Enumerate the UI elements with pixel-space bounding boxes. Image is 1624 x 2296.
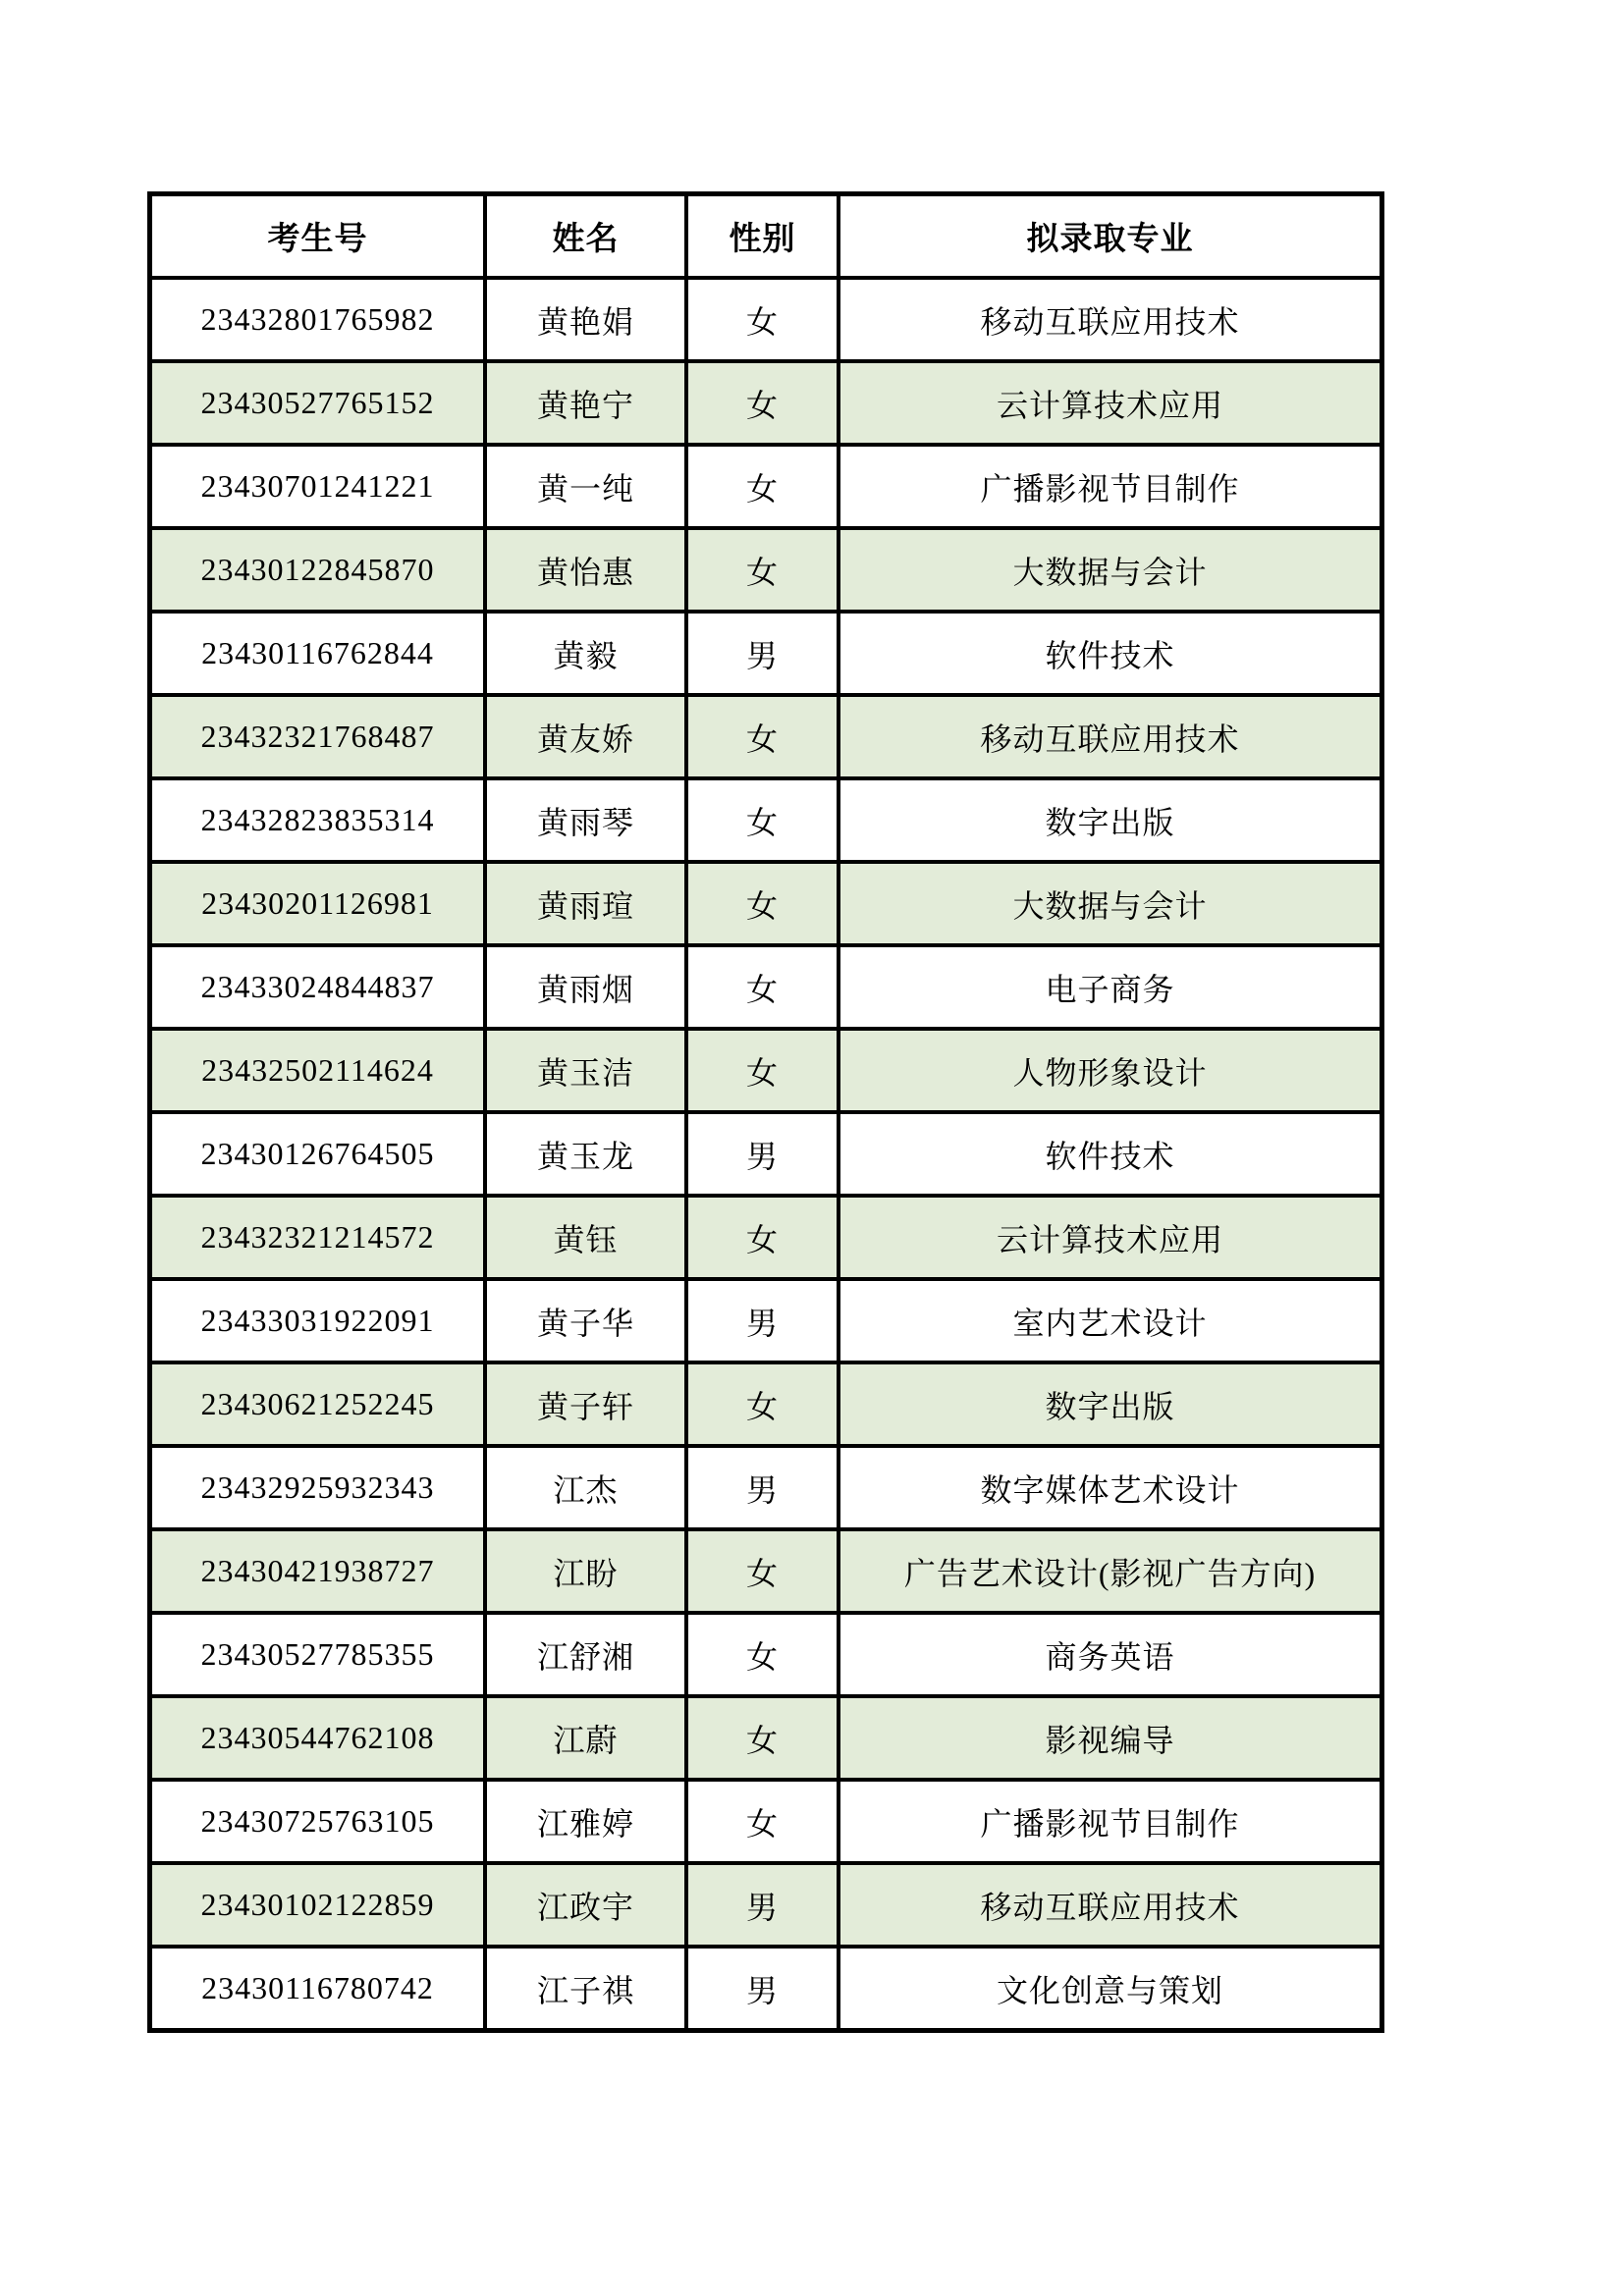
header-exam-id: 考生号: [150, 194, 486, 279]
cell-name: 江雅婷: [485, 1780, 686, 1863]
cell-gender: 男: [686, 1863, 839, 1947]
table-row: [150, 1029, 1382, 1112]
cell-name: 江蔚: [485, 1696, 686, 1780]
table-row: [150, 1696, 1382, 1780]
cell-major: 移动互联应用技术: [839, 1863, 1382, 1947]
cell-exam-id: 23430527785355: [150, 1613, 486, 1696]
cell-name: 黄雨烟: [485, 945, 686, 1029]
table-body: [150, 278, 1382, 2031]
table-row: [150, 278, 1382, 361]
cell-name: 黄怡惠: [485, 528, 686, 612]
cell-name: 黄毅: [485, 612, 686, 695]
cell-name: 江舒湘: [485, 1613, 686, 1696]
cell-name: 黄玉龙: [485, 1112, 686, 1196]
cell-gender: 男: [686, 1112, 839, 1196]
header-row: [150, 194, 1382, 279]
cell-name: 黄子轩: [485, 1362, 686, 1446]
cell-exam-id: 23433024844837: [150, 945, 486, 1029]
cell-exam-id: 23430116762844: [150, 612, 486, 695]
cell-gender: 男: [686, 1446, 839, 1529]
cell-major: 广播影视节目制作: [839, 445, 1382, 528]
cell-exam-id: 23432823835314: [150, 778, 486, 862]
cell-exam-id: 23430201126981: [150, 862, 486, 945]
table-row: [150, 1780, 1382, 1863]
cell-major: 数字出版: [839, 778, 1382, 862]
cell-major: 软件技术: [839, 612, 1382, 695]
cell-exam-id: 23430527765152: [150, 361, 486, 445]
cell-major: 广播影视节目制作: [839, 1780, 1382, 1863]
cell-gender: 女: [686, 1029, 839, 1112]
cell-name: 黄玉洁: [485, 1029, 686, 1112]
cell-name: 黄子华: [485, 1279, 686, 1362]
table-row: [150, 862, 1382, 945]
cell-exam-id: 23430122845870: [150, 528, 486, 612]
cell-exam-id: 23430102122859: [150, 1863, 486, 1947]
header-major: 拟录取专业: [839, 194, 1382, 279]
cell-name: 江杰: [485, 1446, 686, 1529]
cell-major: 移动互联应用技术: [839, 695, 1382, 778]
table-row: [150, 1279, 1382, 1362]
cell-major: 移动互联应用技术: [839, 278, 1382, 361]
cell-exam-id: 23432801765982: [150, 278, 486, 361]
table-row: [150, 1196, 1382, 1279]
table-row: [150, 695, 1382, 778]
cell-exam-id: 23430544762108: [150, 1696, 486, 1780]
cell-gender: 女: [686, 1696, 839, 1780]
table-row: [150, 1529, 1382, 1613]
table-row: [150, 1947, 1382, 2031]
cell-name: 江盼: [485, 1529, 686, 1613]
cell-exam-id: 23430116780742: [150, 1947, 486, 2031]
cell-major: 文化创意与策划: [839, 1947, 1382, 2031]
cell-name: 黄艳宁: [485, 361, 686, 445]
cell-major: 大数据与会计: [839, 528, 1382, 612]
cell-major: 人物形象设计: [839, 1029, 1382, 1112]
cell-major: 大数据与会计: [839, 862, 1382, 945]
cell-name: 黄一纯: [485, 445, 686, 528]
table-row: [150, 945, 1382, 1029]
table-row: [150, 1446, 1382, 1529]
cell-name: 黄雨瑄: [485, 862, 686, 945]
cell-name: 黄友娇: [485, 695, 686, 778]
table-header: [150, 194, 1382, 279]
admission-table-container: [147, 191, 1384, 2033]
cell-gender: 女: [686, 361, 839, 445]
cell-name: 江政宇: [485, 1863, 686, 1947]
cell-exam-id: 23430701241221: [150, 445, 486, 528]
cell-gender: 女: [686, 1780, 839, 1863]
cell-major: 影视编导: [839, 1696, 1382, 1780]
admission-list-table: [147, 191, 1384, 2033]
cell-major: 软件技术: [839, 1112, 1382, 1196]
cell-gender: 女: [686, 278, 839, 361]
table-row: [150, 361, 1382, 445]
table-row: [150, 1112, 1382, 1196]
table-row: [150, 445, 1382, 528]
cell-exam-id: 23430725763105: [150, 1780, 486, 1863]
cell-major: 商务英语: [839, 1613, 1382, 1696]
cell-name: 黄钰: [485, 1196, 686, 1279]
cell-gender: 女: [686, 528, 839, 612]
cell-major: 云计算技术应用: [839, 1196, 1382, 1279]
cell-gender: 女: [686, 862, 839, 945]
cell-name: 黄雨琴: [485, 778, 686, 862]
cell-exam-id: 23430621252245: [150, 1362, 486, 1446]
cell-gender: 男: [686, 612, 839, 695]
header-gender: 性别: [686, 194, 839, 279]
cell-exam-id: 23430126764505: [150, 1112, 486, 1196]
table-row: [150, 778, 1382, 862]
cell-exam-id: 23432321768487: [150, 695, 486, 778]
table-row: [150, 1362, 1382, 1446]
cell-exam-id: 23432925932343: [150, 1446, 486, 1529]
cell-gender: 女: [686, 1613, 839, 1696]
cell-gender: 女: [686, 778, 839, 862]
cell-gender: 女: [686, 1196, 839, 1279]
cell-major: 室内艺术设计: [839, 1279, 1382, 1362]
cell-exam-id: 23432321214572: [150, 1196, 486, 1279]
cell-major: 数字出版: [839, 1362, 1382, 1446]
cell-exam-id: 23432502114624: [150, 1029, 486, 1112]
cell-major: 广告艺术设计(影视广告方向): [839, 1529, 1382, 1613]
cell-name: 黄艳娟: [485, 278, 686, 361]
cell-major: 电子商务: [839, 945, 1382, 1029]
cell-major: 云计算技术应用: [839, 361, 1382, 445]
cell-major: 数字媒体艺术设计: [839, 1446, 1382, 1529]
header-name: 姓名: [485, 194, 686, 279]
table-row: [150, 1613, 1382, 1696]
table-row: [150, 1863, 1382, 1947]
table-row: [150, 612, 1382, 695]
cell-exam-id: 23433031922091: [150, 1279, 486, 1362]
table-row: [150, 528, 1382, 612]
cell-gender: 女: [686, 445, 839, 528]
cell-gender: 男: [686, 1947, 839, 2031]
cell-name: 江子祺: [485, 1947, 686, 2031]
cell-exam-id: 23430421938727: [150, 1529, 486, 1613]
cell-gender: 女: [686, 695, 839, 778]
cell-gender: 女: [686, 945, 839, 1029]
cell-gender: 女: [686, 1529, 839, 1613]
cell-gender: 女: [686, 1362, 839, 1446]
cell-gender: 男: [686, 1279, 839, 1362]
